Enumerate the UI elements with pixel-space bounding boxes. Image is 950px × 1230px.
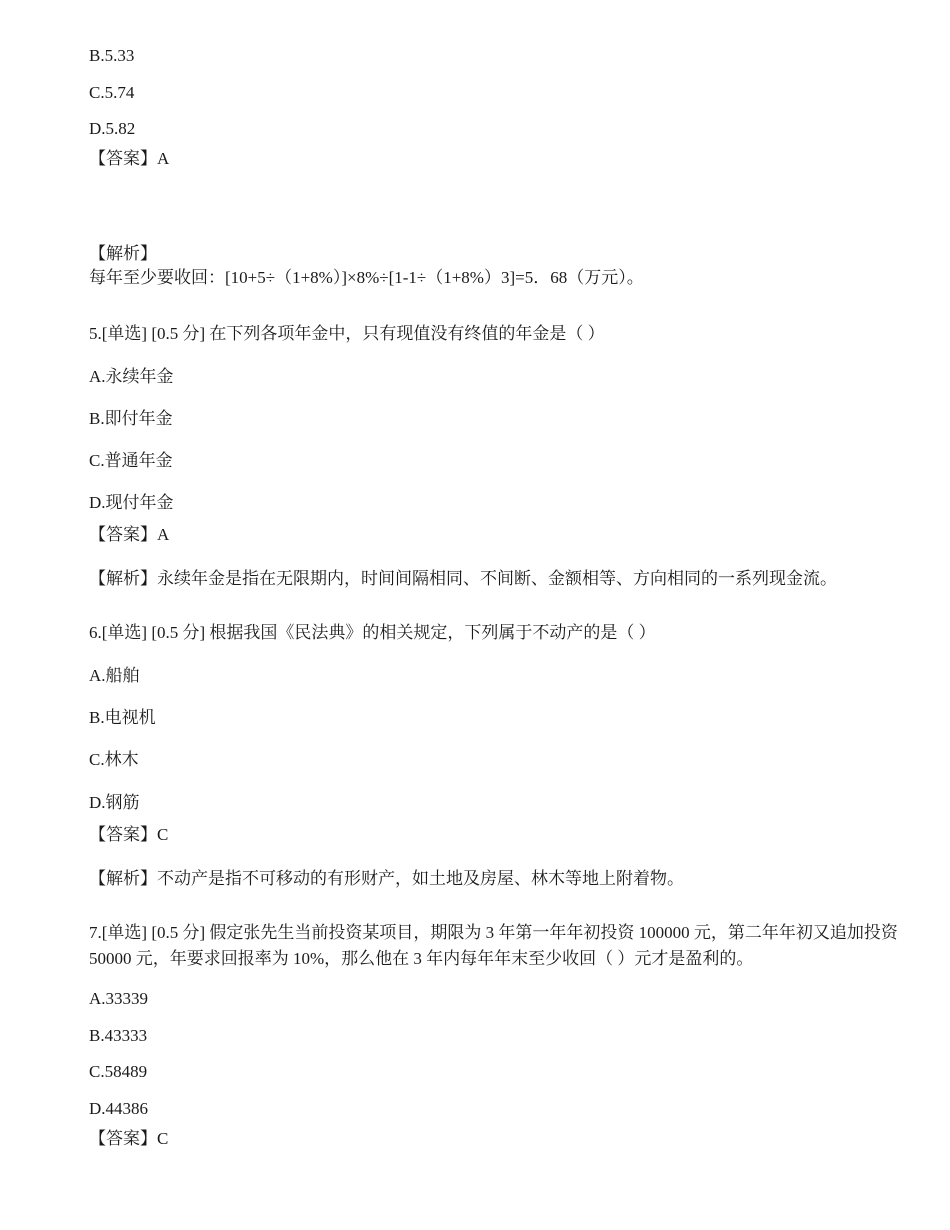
- q4-option-d: D.5.82: [89, 119, 136, 138]
- q7-option-d: D.44386: [89, 1099, 149, 1118]
- q6-option-c: C.林木: [89, 750, 139, 769]
- q4-analysis-text: 每年至少要收回：[10+5÷（1+8%）]×8%÷[1-1÷（1+8%）3]=5．68（万元）。: [89, 268, 644, 287]
- q6-option-b: B.电视机: [89, 708, 156, 727]
- q7-question: 7.[单选] [0.5 分] 假定张先生当前投资某项目，期限为 3 年第一年年初投资 100000 元，第二年年初又追加投资 50000 元，年要求回报率为 10%，那么他在 3 年内每年年末至少收回（ ）元才是盈利的。: [89, 923, 898, 968]
- q5-option-b: B.即付年金: [89, 409, 173, 428]
- q7-option-a: A.33339: [89, 989, 149, 1008]
- q5-option-c: C.普通年金: [89, 451, 173, 470]
- q4-answer: 【答案】A: [89, 149, 170, 168]
- q6-question: 6.[单选] [0.5 分] 根据我国《民法典》的相关规定，下列属于不动产的是（ ）: [89, 623, 656, 642]
- q4-option-c: C.5.74: [89, 83, 135, 102]
- q7-option-c: C.58489: [89, 1062, 148, 1081]
- q4-analysis-label: 【解析】: [89, 244, 157, 263]
- q5-option-d: D.现付年金: [89, 493, 174, 512]
- q7-option-b: B.43333: [89, 1026, 148, 1045]
- q6-analysis: 【解析】不动产是指不可移动的有形财产，如土地及房屋、林木等地上附着物。: [89, 869, 684, 888]
- q6-option-d: D.钢筋: [89, 793, 140, 812]
- q5-answer: 【答案】A: [89, 525, 170, 544]
- q6-answer: 【答案】C: [89, 825, 169, 844]
- q5-question: 5.[单选] [0.5 分] 在下列各项年金中，只有现值没有终值的年金是（ ）: [89, 324, 605, 343]
- q7-answer: 【答案】C: [89, 1129, 169, 1148]
- q5-analysis: 【解析】永续年金是指在无限期内，时间间隔相同、不间断、金额相等、方向相同的一系列现金流。: [89, 569, 837, 588]
- q5-option-a: A.永续年金: [89, 367, 174, 386]
- q6-option-a: A.船舶: [89, 666, 140, 685]
- q4-option-b: B.5.33: [89, 46, 135, 65]
